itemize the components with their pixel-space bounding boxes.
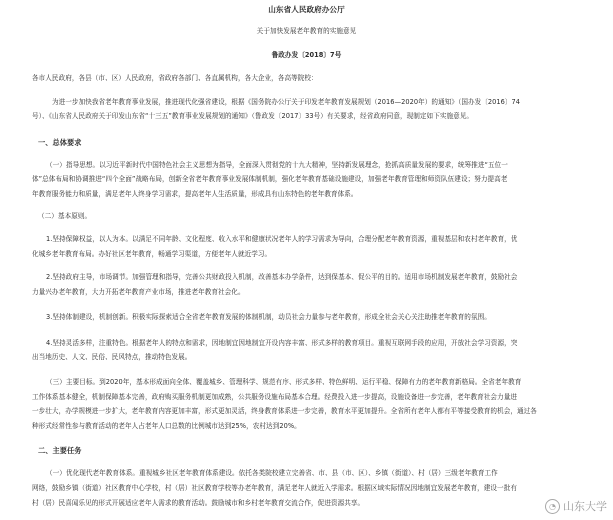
- principle1-line-2: 化城乡老年教育布局。办好社区老年教育，畅通学习渠道，方便老年人就近学习。: [32, 250, 272, 258]
- principle4-line-2: 出当地历史、人文、民俗、民风特点，推动特色发展。: [32, 353, 192, 361]
- principle4-line-1: 4.坚持灵活多样，注重特色。根据老年人的特点和需求，因地制宜因地制宜开设内容丰富、形式多样的教育项目。重视互联网手段的应用，开放社会学习资源，突: [46, 339, 518, 347]
- goals-line-4: 种形式经常性参与教育活动的老年人占老年人口总数的比例城市达到25%，农村达到20%。: [32, 422, 301, 430]
- principles-heading: （二）基本原则。: [38, 212, 92, 220]
- document-number: 鲁政办发〔2018〕7号: [271, 51, 342, 59]
- goals-line-1: （三）主要目标。到2020年，基本形成面向全体、覆盖城乡、管理科学、规范有序、形式多样、特色鲜明、运行平稳、保障有力的老年教育新格局。全省老年教育: [46, 378, 522, 386]
- principle2-line-2: 力量兴办老年教育，大力开拓老年教育产业市场，推进老年教育社会化。: [32, 288, 245, 296]
- issuer-heading: 山东省人民政府办公厅: [268, 5, 345, 14]
- principle1-line-1: 1.坚持保障权益，以人为本。以满足不同年龄、文化程度、收入水平和健康状况老年人的学习需求为导向，合理分配老年教育资源，重视基层和农村老年教育，优: [46, 235, 518, 243]
- section1-heading: 一、总体要求: [38, 138, 82, 147]
- guiding-line-3: 年教育服务能力和质量，满足老年人终身学习需求，提高老年人生活质量，形成具有山东特色的老年教育体系。: [32, 190, 358, 198]
- guiding-line-1: （一）指导思想。以习近平新时代中国特色社会主义思想为指导，全面深入贯彻党的十九大精神，坚持新发展理念，抢抓高质量发展的要求，统筹推进“五位一: [46, 161, 508, 169]
- preamble-line-1: 为进一步加快我省老年教育事业发展，推进现代化强省建设，根据《国务院办公厅关于印发老年教育发展规划（2016—2020年）的通知》（国办发〔2016〕74: [52, 98, 521, 106]
- salutation: 各市人民政府，各县（市、区）人民政府，省政府各部门、各直属机构，各大企业，各高等院校：: [32, 74, 318, 82]
- principle3-line-1: 3.坚持体制建设，机制创新。积极实际探索适合全省老年教育发展的体制机制，动员社会力量参与老年教育，形成全社会关心关注助推老年教育的氛围。: [46, 313, 491, 321]
- goals-line-2: 工作体系基本健全，机制保障基本完善，政府购买服务机制更加成熟，公共服务设施布局基本合理。经费投入进一步提高，设施设备进一步完善，老年教育社会力量进: [32, 393, 517, 401]
- guiding-line-2: 体”总体布局和协调推进“四个全面”战略布局，创新全省老年教育事业发展体制机制，强化老年教育基础设施建设，加强老年教育管理和师资队伍建设；努力提高老: [32, 175, 508, 183]
- task1-line-2: 网络，鼓励乡镇（街道）社区教育中心学校，村（居）社区教育学校等办老年教育，满足老年人就近入学需求。根据区域实际情况因地制宜发展老年教育，建设一批有: [32, 484, 517, 492]
- wechat-icon: ◔: [545, 499, 560, 514]
- watermark-text: 山东大学: [563, 500, 607, 513]
- preamble-line-2: 号）、《山东省人民政府关于印发山东省“十三五”教育事业发展规划的通知》（鲁政发〔2017〕33号）有关要求，经省政府同意，现制定如下实施意见。: [32, 112, 474, 120]
- task1-line-3: 村（居）民喜闻乐见的形式开展适应老年人需求的教育活动。鼓励城市和乡村老年教育交流合作，促进资源共享。: [32, 499, 365, 507]
- goals-line-3: 一步壮大，办学规模进一步扩大，老年教育内容更加丰富，形式更加灵活，终身教育体系进一步完善，教育水平更加提升。全省所有老年人都有平等接受教育的机会，通过各: [32, 407, 537, 415]
- document-title: 关于加快发展老年教育的实施意见: [256, 27, 357, 35]
- section2-heading: 二、主要任务: [38, 446, 82, 455]
- watermark: [545, 497, 607, 515]
- task1-line-1: （一）优化现代老年教育体系。重视城乡社区老年教育体系建设。依托各类院校建立完善省、市、县（市、区）、乡镇（街道）、村（居）三级老年教育工作: [46, 469, 498, 477]
- principle2-line-1: 2.坚持政府主导，市场调节。加强管理和指导，完善公共财政投入机制，改善基本办学条件，达到保基本、促公平的目的。适用市场机制发展老年教育，鼓励社会: [46, 273, 518, 281]
